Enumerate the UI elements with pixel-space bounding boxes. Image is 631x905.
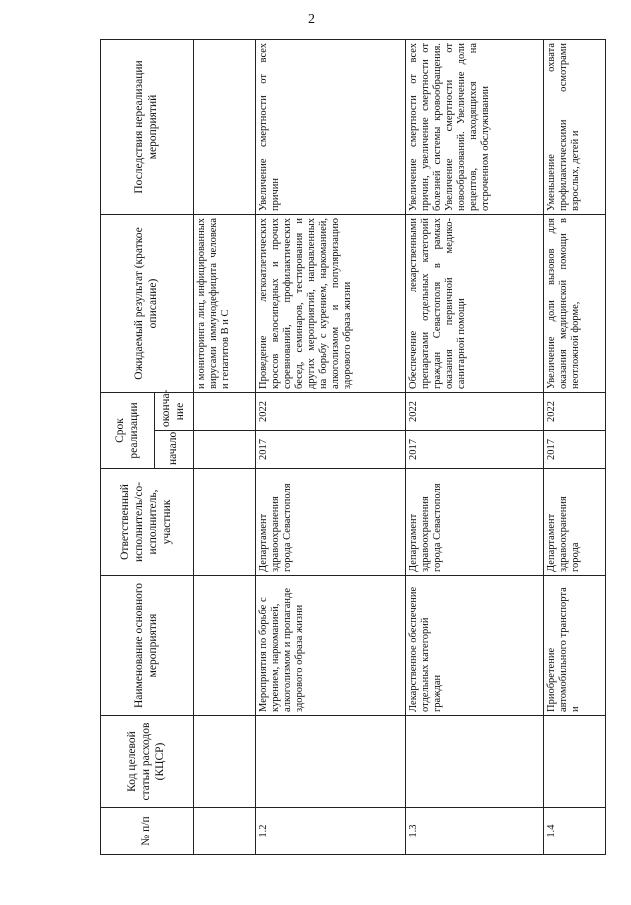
cell-start: 2017 bbox=[544, 431, 606, 469]
cell-end: 2022 bbox=[406, 393, 544, 431]
header-period: Срок реализации bbox=[101, 393, 155, 469]
cell-name: Лекарственное обеспечение отдельных категорий граждан bbox=[406, 576, 544, 716]
table-row bbox=[194, 40, 256, 855]
cell-kcsr bbox=[406, 716, 544, 808]
cell-num: 1.4 bbox=[544, 808, 606, 855]
cell-executor: Департамент здравоохранения города Севастополя bbox=[256, 469, 406, 576]
cell-result: Проведение легкоатлетических кроссов велосипедных и прочих соревнований, профилактических бесед, семинаров, тестирования и других мероприятий, направленных на борьбу с курением, наркоманией, алкоголизмом и популяризацию здорового образа жизни bbox=[256, 215, 406, 393]
header-num: № п/п bbox=[101, 808, 194, 855]
header-kcsr: Код целевой статьи расходов (КЦСР) bbox=[101, 716, 194, 808]
header-start: начало bbox=[155, 431, 194, 469]
cell-start bbox=[194, 431, 256, 469]
cell-name bbox=[194, 576, 256, 716]
rotated-page bbox=[100, 40, 605, 855]
table-row bbox=[406, 40, 544, 855]
cell-consequences: Увеличение смертности от всех причин, увеличение смертности от болезней системы кровообращения. Увеличение смертности от новообразований. Увеличение доли рецептов, находящихся на отсроченном обслуживании bbox=[406, 40, 544, 215]
table-wrapper bbox=[100, 40, 605, 855]
cell-executor: Департамент здравоохранения города bbox=[544, 469, 606, 576]
header-result: Ожидаемый результат (краткое описание) bbox=[101, 215, 194, 393]
measures-table bbox=[100, 39, 606, 855]
cell-end: 2022 bbox=[256, 393, 406, 431]
header-name: Наименование основного мероприятия bbox=[101, 576, 194, 716]
cell-executor bbox=[194, 469, 256, 576]
cell-num: 1.3 bbox=[406, 808, 544, 855]
cell-consequences: Увеличение смертности от всех причин bbox=[256, 40, 406, 215]
cell-consequences: Уменьшение охвата профилактическими осмотрами взрослых, детей и bbox=[544, 40, 606, 215]
table-row bbox=[544, 40, 606, 855]
cell-end bbox=[194, 393, 256, 431]
table-row bbox=[256, 40, 406, 855]
cell-kcsr bbox=[256, 716, 406, 808]
cell-num: 1.2 bbox=[256, 808, 406, 855]
page-number: 2 bbox=[308, 12, 315, 27]
header-end: оконча-ние bbox=[155, 393, 194, 431]
cell-kcsr bbox=[544, 716, 606, 808]
cell-start: 2017 bbox=[256, 431, 406, 469]
cell-result: Обеспечение лекарственными препаратами отдельных категорий граждан Севастополя в рамках оказания первичной медико-санитарной помощи bbox=[406, 215, 544, 393]
header-executor: Ответственный исполнитель/со-исполнитель, участник bbox=[101, 469, 194, 576]
cell-start: 2017 bbox=[406, 431, 544, 469]
cell-kcsr bbox=[194, 716, 256, 808]
cell-result: и мониторинга лиц, инфицированных вирусами иммунодефицита человека и гепатитов В и С bbox=[194, 215, 256, 393]
cell-end: 2022 bbox=[544, 393, 606, 431]
cell-name: Мероприятия по борьбе с курением, наркоманией, алкоголизмом и пропаганде здорового образа жизни bbox=[256, 576, 406, 716]
cell-consequences bbox=[194, 40, 256, 215]
cell-num bbox=[194, 808, 256, 855]
cell-executor: Департамент здравоохранения города Севастополя bbox=[406, 469, 544, 576]
cell-name: Приобретение автомобильного транспорта и bbox=[544, 576, 606, 716]
header-row bbox=[101, 40, 155, 855]
cell-result: Увеличение доли вызовов для оказания медицинской помощи в неотложной форме, bbox=[544, 215, 606, 393]
header-consequences: Последствия нереализации мероприятий bbox=[101, 40, 194, 215]
